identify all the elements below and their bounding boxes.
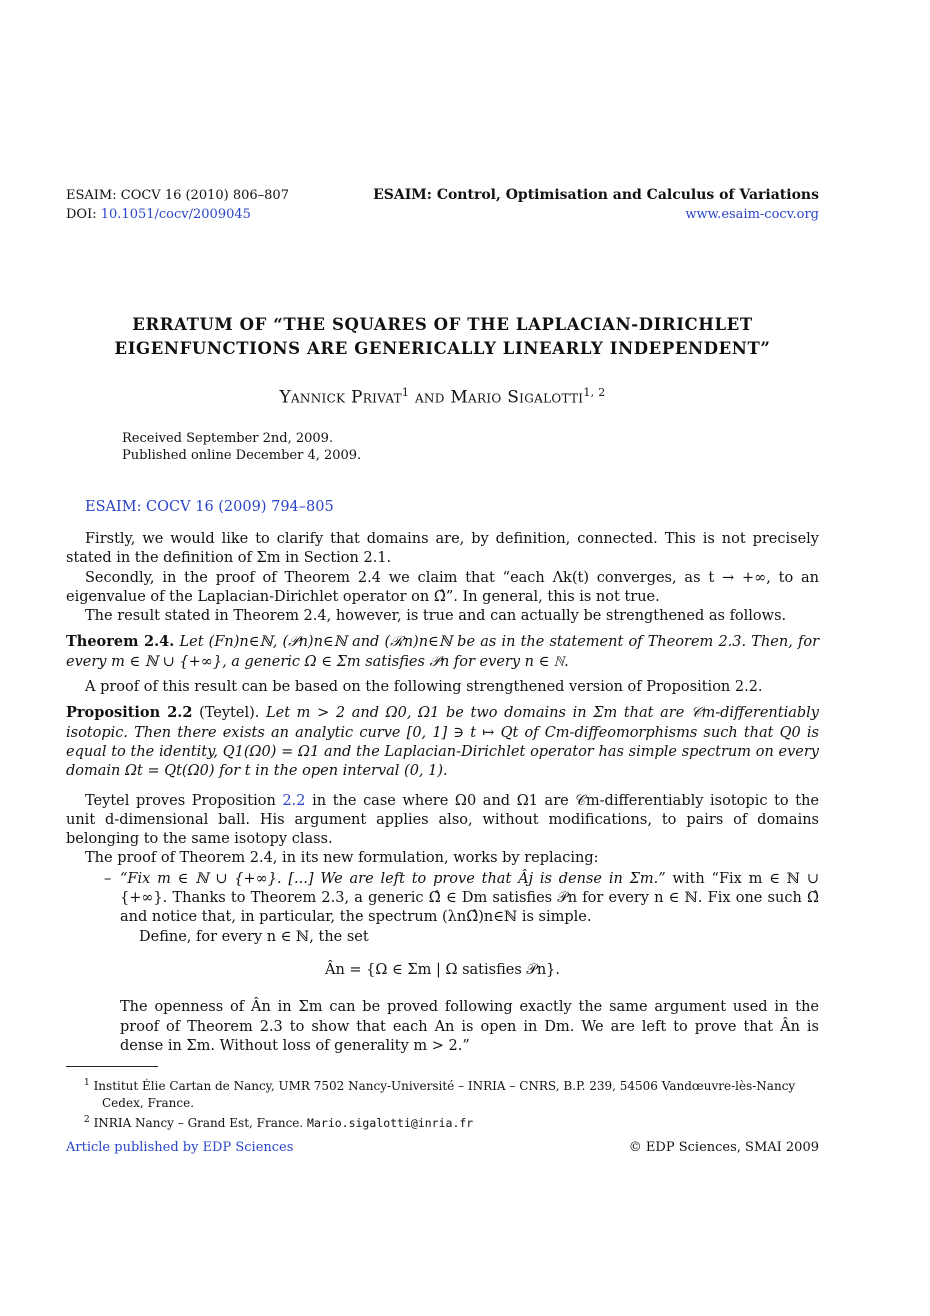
author-1: Yannick Privat <box>279 387 402 408</box>
author-1-affil: 1 <box>401 386 410 399</box>
replacement-item <box>66 870 819 928</box>
proposition-ref-link[interactable]: 2.2 <box>282 792 306 809</box>
published-date: Published online December 4, 2009. <box>122 448 362 463</box>
doi-label: DOI: <box>66 207 97 222</box>
article-body <box>66 530 819 1056</box>
footnote-2 <box>84 1112 819 1132</box>
paragraph-domains: Firstly, we would like to clarify that domains are, by definition, connected. This is not precisely stated in the definition of Σm in Section 2.1. <box>66 531 819 567</box>
teytel-text-end: in the case where Ω0 and Ω1 are 𝒞m-differentiably isotopic to the unit d-dimensional ball. His argument applies also, without modifications, to pairs of domains belonging to the same isotopy class. <box>66 792 819 848</box>
original-article-link[interactable]: ESAIM: COCV 16 (2009) 794–805 <box>85 499 334 515</box>
publisher-link[interactable]: Article published by EDP Sciences <box>66 1140 294 1155</box>
proposition-label: Proposition 2.2 <box>66 704 193 722</box>
display-equation: Ân = {Ω ∈ Σm | Ω satisfies 𝒫n}. <box>324 961 561 978</box>
proposition-attribution: (Teytel). <box>199 705 260 722</box>
title-line-1: ERRATUM OF “THE SQUARES OF THE LAPLACIAN-DIRICHLET <box>132 315 753 334</box>
paper-title <box>66 313 819 361</box>
header-journal-block <box>373 186 819 224</box>
author-2: Mario Sigalotti <box>450 387 584 408</box>
paragraph-teytel <box>66 792 819 850</box>
footnote-1-mark: 1 <box>84 1078 90 1088</box>
paragraph-result: The result stated in Theorem 2.4, however, is true and can actually be strengthened as follows. <box>85 608 787 625</box>
journal-citation: ESAIM: COCV 16 (2010) 806–807 <box>66 188 289 203</box>
footnote-1 <box>84 1075 819 1112</box>
journal-website-link[interactable]: www.esaim-cocv.org <box>685 207 819 222</box>
title-line-2: EIGENFUNCTIONS ARE GENERICALLY LINEARLY INDEPENDENT” <box>114 339 771 358</box>
paragraph-secondly: Secondly, in the proof of Theorem 2.4 we claim that “each Λk(t) converges, as t → +∞, to an eigenvalue of the Laplacian-Dirichlet operator on Ω̂”. In general, this is not true. <box>66 569 819 605</box>
footnote-divider <box>66 1066 158 1067</box>
paragraph-openness: The openness of Ân in Σm can be proved following exactly the same argument used in the proof of Theorem 2.3 to show that each An is open in Dm. We are left to prove that Ân is dense in Σm. Without loss of generality m > 2.” <box>120 999 819 1054</box>
replacement-new-text: with “Fix m ∈ ℕ ∪ {+∞}. Thanks to Theorem 2.3, a generic Ω̂ ∈ Dm satisfies 𝒫n for every n ∈ ℕ. Fix one such Ω̂ and notice that, in particular, the spectrum (λnΩ̂)n∈ℕ is simple. <box>120 870 820 926</box>
author-email[interactable]: Mario.sigalotti@inria.fr <box>307 1116 474 1130</box>
paragraph-define: Define, for every n ∈ ℕ, the set <box>139 928 369 945</box>
theorem-label: Theorem 2.4. <box>66 633 175 651</box>
author-line <box>66 386 819 408</box>
footnote-2-text: INRIA Nancy – Grand Est, France. <box>93 1116 308 1130</box>
doi-link[interactable]: 10.1051/cocv/2009045 <box>100 207 251 222</box>
author-connector: and <box>414 387 445 408</box>
theorem-text: Let (Fn)n∈ℕ, (𝒫n)n∈ℕ and (ℛn)n∈ℕ be as in the statement of Theorem 2.3. Then, for every m ∈ ℕ ∪ {+∞}, a generic Ω ∈ Σm satisfies 𝒫n for every n ∈ ℕ. <box>66 634 820 670</box>
footnote-1-text: Institut Élie Cartan de Nancy, UMR 7502 Nancy-Université – INRIA – CNRS, B.P. 239, 54506 Vandœuvre-lès-Nancy Cedex, France. <box>93 1079 796 1110</box>
dates-block <box>122 430 361 464</box>
paragraph-proof-basis: A proof of this result can be based on the following strengthened version of Proposition 2.2. <box>85 679 763 696</box>
theorem-2-4 <box>66 632 819 672</box>
teytel-text-start: Teytel proves Proposition <box>85 792 283 809</box>
proposition-2-2 <box>66 703 819 781</box>
footnotes <box>84 1075 819 1132</box>
doi-line <box>66 205 289 224</box>
author-2-affil: 1, 2 <box>583 386 606 399</box>
replacement-original-text: “Fix m ∈ ℕ ∪ {+∞}. [...] We are left to prove that Âj is dense in Σm.” <box>120 870 666 887</box>
footnote-2-mark: 2 <box>84 1115 90 1125</box>
paragraph-replacing: The proof of Theorem 2.4, in its new formulation, works by replacing: <box>85 850 599 867</box>
proposition-text: Let m > 2 and Ω0, Ω1 be two domains in Σm that are 𝒞m-differentiably isotopic. Then there exists an analytic curve [0, 1] ∋ t ↦ Qt of Cm-diffeomorphisms such that Q0 is equal to the identity, Q1(Ω0) = Ω1 and the Laplacian-Dirichlet operator has simple spectrum on every domain Ωt = Qt(Ω0) for t in the open interval (0, 1). <box>66 705 819 780</box>
header-citation-block <box>66 186 289 224</box>
list-dash: – <box>104 870 112 887</box>
paper-page <box>66 0 819 1316</box>
received-date: Received September 2nd, 2009. <box>122 431 334 446</box>
journal-name: ESAIM: Control, Optimisation and Calculus of Variations <box>373 187 819 203</box>
copyright-notice: © EDP Sciences, SMAI 2009 <box>628 1140 819 1155</box>
